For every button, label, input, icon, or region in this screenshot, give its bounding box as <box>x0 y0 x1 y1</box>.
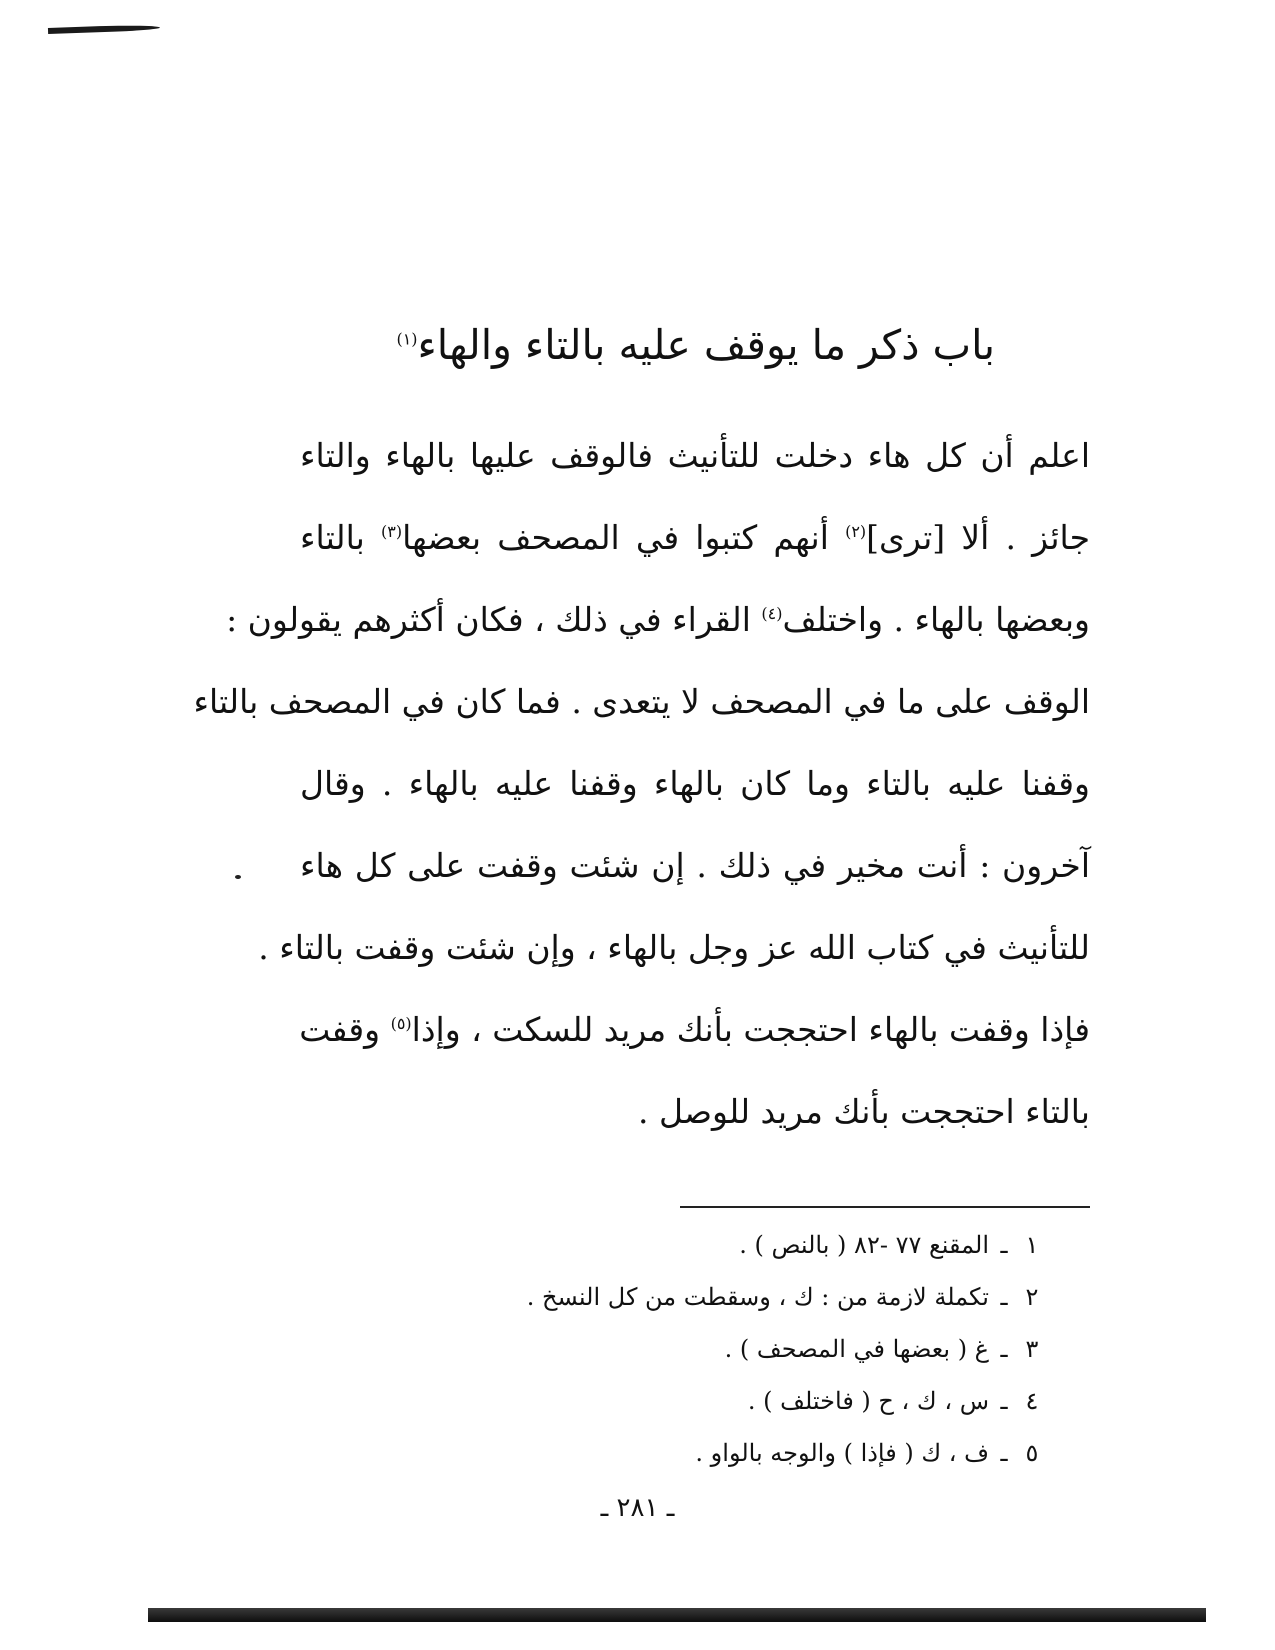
footnote-dash: ـ <box>1000 1231 1008 1259</box>
footnote-ref: (٣) <box>381 522 403 541</box>
footnote-ref: (٥) <box>390 1014 412 1033</box>
text-run: أنهم كتبوا في المصحف بعضها <box>402 518 846 557</box>
text-line: آخرون : أنت مخير في ذلك . إن شئت وقفت على كل هاء <box>300 846 1090 885</box>
body-text <box>193 430 1091 1168</box>
footnote-item <box>395 1225 1045 1277</box>
text-run: جائز . ألا [ترى] <box>866 518 1091 557</box>
footnote-dash: ـ <box>1000 1283 1008 1311</box>
text-line <box>300 1004 1090 1086</box>
footnote-text: غ ( بعضها في المصحف ) . <box>724 1335 989 1363</box>
text-line <box>300 512 1090 594</box>
text-line: للتأنيث في كتاب الله عز وجل بالهاء ، وإن شئت وقفت بالتاء . <box>258 928 1090 967</box>
footnote-number: ٤ <box>1025 1387 1039 1415</box>
scan-artifact-bottom <box>148 1608 1206 1622</box>
footnote-ref: (٤) <box>761 604 783 623</box>
page-number: ـ ٢٨١ ـ <box>600 1493 675 1523</box>
text-run: بالتاء <box>300 518 382 557</box>
footnote-number: ٥ <box>1025 1439 1039 1467</box>
text-run: فإذا وقفت بالهاء احتججت بأنك مريد للسكت ، وإذا <box>411 1010 1090 1049</box>
scan-speck <box>235 875 241 879</box>
footnote-separator <box>680 1206 1090 1208</box>
text-run: وبعضها بالهاء . واختلف <box>782 600 1090 639</box>
footnote-ref: (١) <box>396 329 418 349</box>
footnote-text: تكملة لازمة من : ك ، وسقطت من كل النسخ . <box>526 1283 989 1311</box>
text-line: بالتاء احتججت بأنك مريد للوصل . <box>638 1092 1090 1131</box>
scan-artifact-top <box>48 24 160 34</box>
footnote-number: ٢ <box>1025 1283 1039 1311</box>
text-run: القراء في ذلك ، فكان أكثرهم يقولون : <box>226 600 762 639</box>
footnote-dash: ـ <box>1000 1439 1008 1467</box>
text-line: الوقف على ما في المصحف لا يتعدى . فما كان في المصحف بالتاء <box>193 682 1090 721</box>
footnote-number: ١ <box>1025 1231 1039 1259</box>
text-line: اعلم أن كل هاء دخلت للتأنيث فالوقف عليها بالهاء والتاء <box>300 436 1090 475</box>
footnote-dash: ـ <box>1000 1335 1008 1363</box>
footnote-text: المقنع ٧٧ -٨٢ ( بالنص ) . <box>739 1231 989 1259</box>
footnote-item <box>395 1277 1045 1329</box>
chapter-title-text: باب ذكر ما يوقف عليه بالتاء والهاء <box>417 321 995 369</box>
footnote-text: س ، ك ، ح ( فاختلف ) . <box>747 1387 989 1415</box>
footnote-number: ٣ <box>1025 1335 1039 1363</box>
footnote-ref: (٢) <box>845 522 867 541</box>
text-run: وقفت <box>299 1010 391 1049</box>
footnote-text: ف ، ك ( فإذا ) والوجه بالواو . <box>695 1439 989 1467</box>
text-line: وقفنا عليه بالتاء وما كان بالهاء وقفنا عليه بالهاء . وقال <box>300 764 1090 803</box>
footnote-item <box>395 1381 1045 1433</box>
chapter-title <box>295 320 995 370</box>
footnote-dash: ـ <box>1000 1387 1008 1415</box>
footnote-item <box>395 1329 1045 1381</box>
footnote-item <box>395 1433 1045 1485</box>
footnotes <box>395 1225 1045 1485</box>
text-line <box>226 594 1090 676</box>
